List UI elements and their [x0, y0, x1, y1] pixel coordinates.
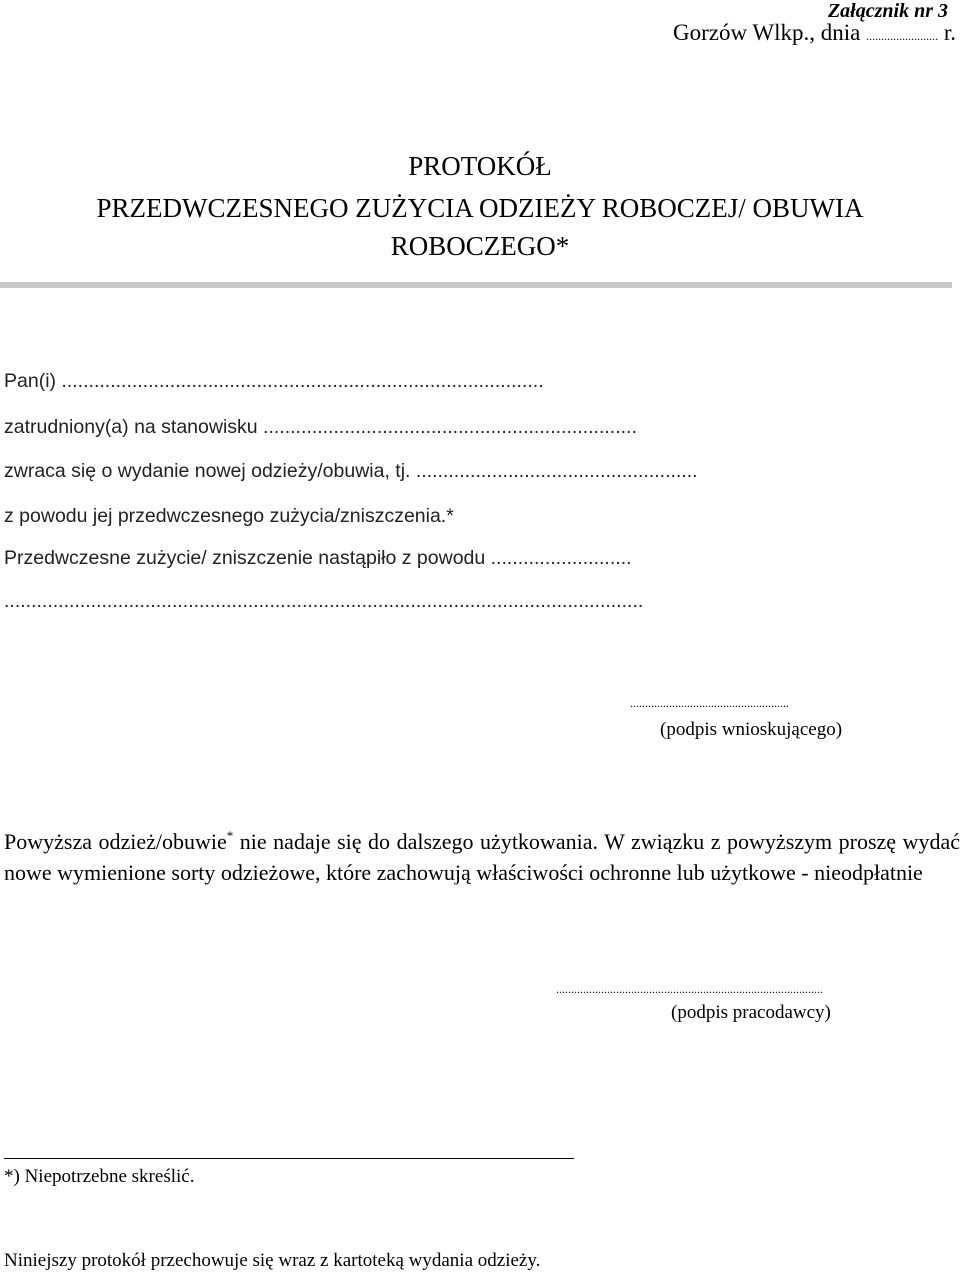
employer-signature-label: (podpis pracodawcy) — [671, 1002, 831, 1023]
title-line-3: ROBOCZEGO* — [390, 231, 570, 261]
statement-paragraph — [4, 826, 960, 888]
applicant-signature-line: ..................................................... — [630, 696, 789, 710]
footnote-text: *) Niepotrzebne skreślić. — [4, 1166, 195, 1187]
title-line-2: PRZEDWCZESNEGO ZUŻYCIA ODZIEŻY ROBOCZEJ/ OBUWIA — [96, 193, 864, 223]
place-date-suffix: r. — [943, 20, 956, 45]
reason-line: z powodu jej przedwczesnego zużycia/zniszczenia.* — [4, 505, 454, 527]
employer-signature-line: ......................................................................................... — [556, 982, 823, 996]
employee-name-line: Pan(i) ......................................................................................... — [4, 370, 544, 392]
position-line: zatrudniony(a) na stanowisku ..................................................................... — [4, 416, 637, 438]
cause-continuation-line: ...................................................................................................................... — [4, 590, 644, 612]
storage-note: Niniejszy protokół przechowuje się wraz z kartoteką wydania odzieży. — [4, 1250, 541, 1271]
date-field: ........................ — [866, 29, 939, 43]
statement-part-1: Powyższa odzież/obuwie — [4, 829, 227, 854]
applicant-signature-label: (podpis wnioskującego) — [660, 719, 843, 740]
footnote-separator — [4, 1158, 574, 1159]
footnote-marker: * — [226, 828, 234, 843]
title-divider — [0, 282, 952, 288]
statement-part-2: nie nadaje się do dalszego użytkowania. W związku z powyższym proszę wydać nowe wymienione sorty odzieżowe, które zachowują właściwości ochronne lub użytkowe - nieodpłatnie — [4, 829, 960, 885]
place-date-line — [673, 20, 956, 46]
title-line-1: PROTOKÓŁ — [408, 151, 552, 181]
place-date-prefix: Gorzów Wlkp., dnia — [672, 20, 861, 45]
request-line: zwraca się o wydanie nowej odzieży/obuwia, tj. .................................................... — [4, 460, 698, 482]
cause-line: Przedwczesne zużycie/ zniszczenie nastąpiło z powodu .......................... — [4, 547, 632, 569]
annex-number: Załącznik nr 3 — [827, 0, 948, 22]
